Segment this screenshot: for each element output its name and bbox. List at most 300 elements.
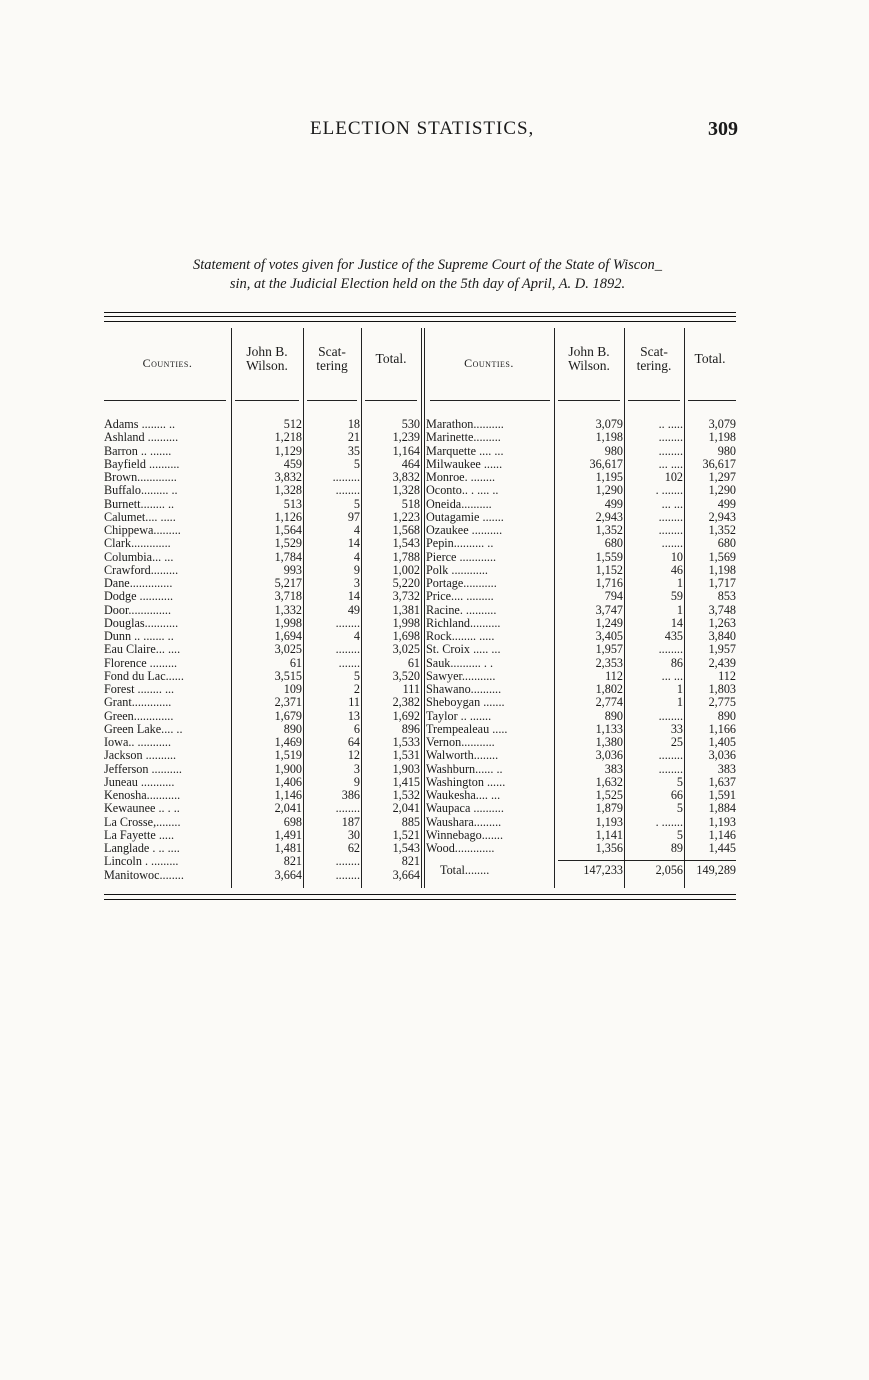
left-scattering-votes: 386	[341, 788, 360, 802]
left-county-name: Dunn .. ....... ..	[104, 629, 174, 643]
right-county-name: Washington ......	[426, 774, 506, 789]
right-total-votes: 853	[717, 589, 736, 604]
left-county-name: La Fayette .....	[104, 827, 175, 842]
right-scattering-votes: ... ....	[658, 456, 683, 471]
left-wilson-votes: 2,371	[274, 695, 302, 710]
left-scattering-votes: ........	[335, 854, 360, 869]
left-scattering-votes: 30	[347, 827, 360, 842]
left-scattering-votes: 12	[347, 748, 360, 763]
running-head	[0, 118, 869, 146]
right-total-votes: 1,637	[708, 774, 736, 789]
left-scattering-votes: .......	[338, 655, 360, 670]
left-county-name: Dane..............	[104, 576, 173, 590]
left-county-name: Grant.............	[104, 695, 172, 710]
left-total-votes: 1,223	[392, 509, 420, 524]
right-county-name: Pierce ............	[426, 549, 497, 564]
left-county-name: Clark.............	[104, 536, 171, 551]
left-wilson-votes: 1,564	[274, 523, 302, 537]
left-total-votes: 2,382	[392, 695, 420, 710]
right-scattering-votes: . .......	[655, 814, 683, 829]
right-scattering-votes: ........	[658, 748, 683, 763]
right-wilson-votes: 1,632	[595, 774, 623, 789]
right-wilson-votes: 2,353	[595, 655, 623, 670]
right-total-votes: 36,617	[702, 456, 736, 471]
right-scattering-votes: 435	[664, 629, 683, 643]
right-scattering-votes: ........	[658, 523, 683, 537]
right-total-votes: 1,569	[708, 549, 736, 564]
left-county-name: Langlade . .. ....	[104, 841, 180, 855]
right-county-name: Washburn...... ..	[426, 761, 503, 776]
right-scattering-votes: 5	[676, 774, 683, 789]
left-total-votes: 1,698	[392, 629, 420, 643]
left-scattering-votes: 21	[347, 430, 360, 445]
left-total-votes: 1,381	[392, 602, 420, 617]
right-scattering-votes: ........	[658, 761, 683, 776]
left-total-votes: 1,692	[392, 708, 420, 723]
left-wilson-votes: 61	[289, 655, 302, 670]
top-rule	[104, 321, 736, 322]
left-scattering-votes: 9	[353, 774, 360, 789]
header-total: Total.	[694, 351, 726, 366]
left-total-votes: 1,543	[392, 536, 420, 551]
page-title: ELECTION STATISTICS,	[310, 118, 535, 139]
right-county-name: Sheboygan .......	[426, 695, 505, 710]
right-scattering-votes: 5	[676, 801, 683, 816]
right-scattering-votes: 1	[676, 695, 683, 710]
left-scattering-votes: 2	[353, 682, 360, 696]
right-wilson-votes: 1,879	[595, 801, 623, 816]
right-wilson-votes: 36,617	[589, 456, 623, 471]
left-total-votes: 2,041	[392, 801, 420, 816]
right-total-votes: 1,166	[708, 721, 736, 736]
left-county-name: Juneau ...........	[104, 774, 175, 789]
left-wilson-votes: 1,126	[274, 509, 302, 524]
right-scattering-votes: 5	[676, 827, 683, 842]
left-wilson-votes: 1,998	[274, 615, 302, 630]
right-county-name: Richland..........	[426, 615, 501, 630]
right-wilson-votes: 1,559	[595, 549, 623, 564]
right-total-votes: 1,198	[708, 562, 736, 577]
column-divider	[424, 328, 425, 888]
left-scattering-votes: 6	[353, 721, 360, 736]
left-county-name: Bayfield ..........	[104, 456, 180, 471]
left-wilson-votes: 3,664	[274, 867, 302, 882]
header-wilson-line-2: Wilson.	[246, 358, 288, 373]
left-county-name: Brown.............	[104, 470, 177, 484]
header-counties: Counties.	[142, 356, 193, 370]
left-scattering-votes: 14	[347, 589, 360, 604]
left-county-name: Barron .. .......	[104, 443, 172, 458]
header-underline	[307, 400, 357, 401]
right-scattering-votes: 1	[676, 602, 683, 617]
left-total-votes: 1,998	[392, 615, 420, 630]
header-wilson-line-2: Wilson.	[568, 358, 610, 373]
left-scattering-votes: 62	[347, 841, 360, 855]
header-underline	[104, 400, 226, 401]
right-wilson-votes: 1,716	[595, 576, 623, 590]
right-wilson-votes: 680	[604, 536, 623, 551]
left-total-votes: 61	[407, 655, 420, 670]
left-county-name: Adams ........ ..	[104, 417, 176, 431]
left-county-name: Florence .........	[104, 655, 178, 670]
left-wilson-votes: 1,328	[274, 483, 302, 498]
right-wilson-votes: 2,943	[595, 509, 623, 524]
caption-line-1: Statement of votes given for Justice of the Supreme Court of the State of Wiscon_	[192, 257, 662, 273]
left-scattering-votes: 97	[347, 509, 360, 524]
right-scattering-votes: . .......	[655, 483, 683, 498]
right-county-name: Outagamie .......	[426, 509, 504, 524]
left-wilson-votes: 1,129	[274, 443, 302, 458]
left-scattering-votes: ........	[335, 615, 360, 630]
left-total-votes: 3,664	[392, 867, 420, 882]
left-wilson-votes: 1,784	[274, 549, 302, 564]
left-county-name: Buffalo......... ..	[104, 483, 178, 498]
left-scattering-votes: 5	[353, 496, 360, 511]
right-scattering-votes: 86	[670, 655, 683, 670]
right-total-votes: 1,957	[708, 642, 736, 657]
left-total-votes: 1,002	[392, 562, 420, 577]
left-total-votes: 1,239	[392, 430, 420, 445]
right-total-votes: 499	[717, 496, 736, 511]
right-wilson-votes: 1,356	[595, 841, 623, 855]
left-scattering-votes: ........	[335, 483, 360, 498]
right-total-votes: 1,884	[708, 801, 736, 816]
right-county-name: Vernon...........	[426, 735, 495, 749]
right-total-votes: 3,036	[708, 748, 736, 763]
right-total-votes: 3,079	[708, 417, 736, 431]
left-total-votes: 1,788	[392, 549, 420, 564]
left-county-name: Iowa.. ...........	[104, 735, 172, 749]
right-total-votes: 1,717	[708, 576, 736, 590]
right-wilson-votes: 980	[604, 443, 623, 458]
left-total-votes: 1,568	[392, 523, 420, 537]
right-wilson-votes: 1,195	[595, 470, 623, 484]
right-wilson-votes: 1,380	[595, 735, 623, 749]
left-county-name: Chippewa.........	[104, 523, 181, 537]
header-underline	[558, 400, 620, 401]
right-county-name: St. Croix ..... ...	[426, 642, 501, 657]
left-wilson-votes: 1,481	[274, 841, 302, 855]
left-wilson-votes: 1,491	[274, 827, 302, 842]
right-scattering-votes: ........	[658, 708, 683, 723]
left-total-votes: 464	[401, 456, 420, 471]
right-total-votes: 1,352	[708, 523, 736, 537]
left-total-votes: 885	[401, 814, 420, 829]
left-total-votes: 3,732	[392, 589, 420, 604]
right-total-votes: 2,943	[708, 509, 736, 524]
right-county-name: Portage...........	[426, 576, 497, 590]
left-total-votes: 821	[401, 854, 420, 869]
right-county-name: Marathon..........	[426, 417, 504, 431]
header-scattering	[303, 345, 361, 373]
right-county-name: Wood.............	[426, 841, 495, 855]
right-total-votes: 2,439	[708, 655, 736, 670]
left-scattering-votes: 64	[347, 735, 360, 749]
left-scattering-votes: 4	[353, 523, 360, 537]
column-divider	[421, 328, 422, 888]
left-scattering-votes: ........	[335, 642, 360, 657]
left-scattering-votes: 3	[353, 761, 360, 776]
left-total-votes: 1,164	[392, 443, 420, 458]
header-underline	[365, 400, 417, 401]
right-county-name: Trempealeau .....	[426, 721, 508, 736]
grand-total: 149,289	[696, 863, 736, 877]
right-scattering-votes: .. .....	[658, 417, 683, 431]
header-scattering-line-2: tering.	[636, 358, 672, 373]
right-total-votes: 680	[717, 536, 736, 551]
left-county-name: Columbia... ...	[104, 549, 174, 564]
left-county-name: Fond du Lac......	[104, 668, 184, 683]
right-county-name: Marinette.........	[426, 430, 501, 445]
left-total-votes: 1,533	[392, 735, 420, 749]
left-wilson-votes: 109	[283, 682, 302, 696]
right-scattering-votes: ........	[658, 642, 683, 657]
right-county-name: Milwaukee ......	[426, 456, 503, 471]
right-wilson-votes: 499	[604, 496, 623, 511]
right-county-name: Polk ............	[426, 562, 488, 577]
right-total-votes: 980	[717, 443, 736, 458]
right-total-votes: 3,748	[708, 602, 736, 617]
right-total-votes: 1,263	[708, 615, 736, 630]
left-wilson-votes: 513	[283, 496, 302, 511]
right-scattering-votes: ........	[658, 509, 683, 524]
left-county-name: Calumet.... .....	[104, 509, 176, 524]
right-county-name: Price.... .........	[426, 589, 494, 604]
left-scattering-votes: 4	[353, 549, 360, 564]
left-county-name: Forest ........ ...	[104, 682, 175, 696]
bottom-rule	[104, 899, 736, 900]
right-wilson-votes: 890	[604, 708, 623, 723]
left-total-votes: 1,531	[392, 748, 420, 763]
right-total-votes: 1,445	[708, 841, 736, 855]
left-wilson-votes: 3,025	[274, 642, 302, 657]
left-total-votes: 1,415	[392, 774, 420, 789]
right-scattering-votes: 10	[670, 549, 683, 564]
right-wilson-votes: 1,133	[595, 721, 623, 736]
header-underline	[235, 400, 299, 401]
right-county-name: Oconto.. . .... ..	[426, 483, 499, 498]
left-county-name: Crawford.........	[104, 562, 179, 577]
right-total-votes: 3,840	[708, 629, 736, 643]
left-scattering-votes: 18	[347, 417, 360, 431]
left-county-name: Manitowoc........	[104, 867, 184, 882]
left-total-votes: 896	[401, 721, 420, 736]
left-wilson-votes: 1,529	[274, 536, 302, 551]
right-county-name: Taylor .. .......	[426, 708, 492, 723]
right-wilson-votes: 1,152	[595, 562, 623, 577]
right-wilson-votes: 3,405	[595, 629, 623, 643]
page-number: 309	[708, 118, 738, 140]
right-wilson-votes: 2,774	[595, 695, 623, 710]
right-wilson-votes: 1,249	[595, 615, 623, 630]
left-total-votes: 1,328	[392, 483, 420, 498]
right-total-votes: 1,198	[708, 430, 736, 445]
right-scattering-votes: 1	[676, 682, 683, 696]
left-county-name: Kewaunee .. . ..	[104, 801, 180, 816]
left-wilson-votes: 3,718	[274, 589, 302, 604]
right-county-name: Sawyer...........	[426, 668, 496, 683]
header-wilson-line-1: John B.	[568, 344, 610, 359]
right-wilson-votes: 1,141	[595, 827, 623, 842]
right-county-name: Rock........ .....	[426, 629, 495, 643]
left-wilson-votes: 3,515	[274, 668, 302, 683]
right-county-name: Marquette .... ...	[426, 443, 504, 458]
right-scattering-votes: .......	[661, 536, 683, 551]
top-rule	[104, 316, 736, 317]
left-total-votes: 3,832	[392, 470, 420, 484]
left-wilson-votes: 5,217	[274, 576, 302, 590]
right-total-votes: 112	[718, 668, 736, 683]
left-wilson-votes: 1,469	[274, 735, 302, 749]
left-wilson-votes: 1,694	[274, 629, 302, 643]
right-county-name: Sauk.......... . .	[426, 655, 494, 670]
caption-line-2: sin, at the Judicial Election held on the 5th day of April, A. D. 1892.	[229, 276, 626, 292]
right-county-name: Racine. ..........	[426, 602, 497, 617]
left-total-votes: 530	[401, 417, 420, 431]
right-wilson-votes: 3,079	[595, 417, 623, 431]
header-underline	[628, 400, 680, 401]
left-county-name: Dodge ...........	[104, 589, 174, 604]
right-county-name: Waupaca ..........	[426, 801, 504, 816]
right-wilson-votes: 1,352	[595, 523, 623, 537]
left-county-name: Burnett........ ..	[104, 496, 175, 511]
right-total-votes: 383	[717, 761, 736, 776]
right-county-name: Oneida..........	[426, 496, 492, 511]
right-total-votes: 1,290	[708, 483, 736, 498]
left-scattering-votes: 35	[347, 443, 360, 458]
left-wilson-votes: 1,218	[274, 430, 302, 445]
right-county-name: Monroe. ........	[426, 470, 496, 484]
left-scattering-votes: 5	[353, 456, 360, 471]
table-caption	[100, 256, 755, 294]
header-total: Total.	[375, 351, 407, 366]
right-wilson-votes: 1,957	[595, 642, 623, 657]
right-scattering-votes: 89	[670, 841, 683, 855]
left-wilson-votes: 2,041	[274, 801, 302, 816]
right-wilson-votes: 1,193	[595, 814, 623, 829]
right-county-name: Winnebago.......	[426, 827, 504, 842]
total-wilson: 147,233	[583, 863, 623, 877]
left-total-votes: 1,521	[392, 827, 420, 842]
left-total-votes: 3,520	[392, 668, 420, 683]
header-scattering-line-1: Scat-	[640, 344, 668, 359]
left-wilson-votes: 1,679	[274, 708, 302, 723]
left-scattering-votes: 14	[347, 536, 360, 551]
left-scattering-votes: 4	[353, 629, 360, 643]
left-total-votes: 111	[402, 682, 420, 696]
bottom-rule	[104, 894, 736, 895]
left-scattering-votes: 187	[341, 814, 360, 829]
left-scattering-votes: 49	[347, 602, 360, 617]
top-rule	[104, 312, 736, 313]
left-scattering-votes: ........	[335, 867, 360, 882]
left-wilson-votes: 993	[283, 562, 302, 577]
left-wilson-votes: 1,519	[274, 748, 302, 763]
left-county-name: Jefferson ..........	[104, 761, 182, 776]
left-total-votes: 518	[401, 496, 420, 511]
right-total-votes: 1,297	[708, 470, 736, 484]
right-wilson-votes: 383	[604, 761, 623, 776]
left-scattering-votes: 5	[353, 668, 360, 683]
right-scattering-votes: 33	[670, 721, 683, 736]
left-wilson-votes: 821	[283, 854, 302, 869]
right-scattering-votes: 14	[670, 615, 683, 630]
right-wilson-votes: 112	[605, 668, 623, 683]
right-scattering-votes: 1	[676, 576, 683, 590]
left-wilson-votes: 1,332	[274, 602, 302, 617]
right-scattering-votes: ... ...	[661, 496, 683, 511]
left-scattering-votes: .........	[332, 470, 360, 484]
left-scattering-votes: 13	[347, 708, 360, 723]
left-wilson-votes: 3,832	[274, 470, 302, 484]
left-total-votes: 1,903	[392, 761, 420, 776]
left-county-name: Eau Claire... ....	[104, 642, 181, 657]
right-wilson-votes: 1,525	[595, 788, 623, 802]
right-county-name: Ozaukee ..........	[426, 523, 503, 537]
header-wilson-line-1: John B.	[246, 344, 288, 359]
left-scattering-votes: ........	[335, 801, 360, 816]
right-total-votes: 1,193	[708, 814, 736, 829]
left-total-votes: 1,543	[392, 841, 420, 855]
right-total-votes: 1,405	[708, 735, 736, 749]
right-wilson-votes: 3,036	[595, 748, 623, 763]
left-total-votes: 1,532	[392, 788, 420, 802]
right-scattering-votes: ... ...	[661, 668, 683, 683]
header-underline	[688, 400, 736, 401]
left-wilson-votes: 698	[283, 814, 302, 829]
left-total-votes: 5,220	[392, 576, 420, 590]
right-scattering-votes: 46	[670, 562, 683, 577]
right-scattering-votes: ........	[658, 443, 683, 458]
right-scattering-votes: 59	[670, 589, 683, 604]
left-county-name: Lincoln . .........	[104, 854, 179, 869]
left-scattering-votes: 9	[353, 562, 360, 577]
left-county-name: Ashland ..........	[104, 430, 179, 445]
left-county-name: Kenosha...........	[104, 788, 181, 802]
left-wilson-votes: 512	[283, 417, 302, 431]
right-wilson-votes: 1,290	[595, 483, 623, 498]
right-scattering-votes: 102	[664, 470, 683, 484]
right-wilson-votes: 1,198	[595, 430, 623, 445]
right-county-name: Waukesha.... ...	[426, 788, 501, 802]
left-county-name: Jackson ..........	[104, 748, 177, 763]
right-total-votes: 1,591	[708, 788, 736, 802]
right-total-votes: 1,803	[708, 682, 736, 696]
right-county-name: Waushara.........	[426, 814, 502, 829]
left-scattering-votes: 3	[353, 576, 360, 590]
total-scattering: 2,056	[655, 863, 683, 877]
header-scattering-line-1: Scat-	[318, 344, 346, 359]
left-county-name: Green.............	[104, 708, 174, 723]
left-county-name: Green Lake.... ..	[104, 721, 183, 736]
left-county-name: Douglas...........	[104, 615, 179, 630]
right-county-name: Pepin.......... ..	[426, 536, 494, 551]
election-table	[104, 312, 736, 904]
left-county-name: Door..............	[104, 602, 172, 617]
right-total-votes: 1,146	[708, 827, 736, 842]
right-county-name: Shawano..........	[426, 682, 502, 696]
left-wilson-votes: 1,146	[274, 788, 302, 802]
header-counties: Counties.	[464, 356, 514, 370]
right-scattering-votes: ........	[658, 430, 683, 445]
right-wilson-votes: 794	[604, 589, 623, 604]
total-label: Total........	[440, 863, 490, 877]
left-wilson-votes: 890	[283, 721, 302, 736]
left-scattering-votes: 11	[348, 695, 360, 710]
right-total-votes: 2,775	[708, 695, 736, 710]
right-total-votes: 890	[717, 708, 736, 723]
right-scattering-votes: 25	[670, 735, 683, 749]
